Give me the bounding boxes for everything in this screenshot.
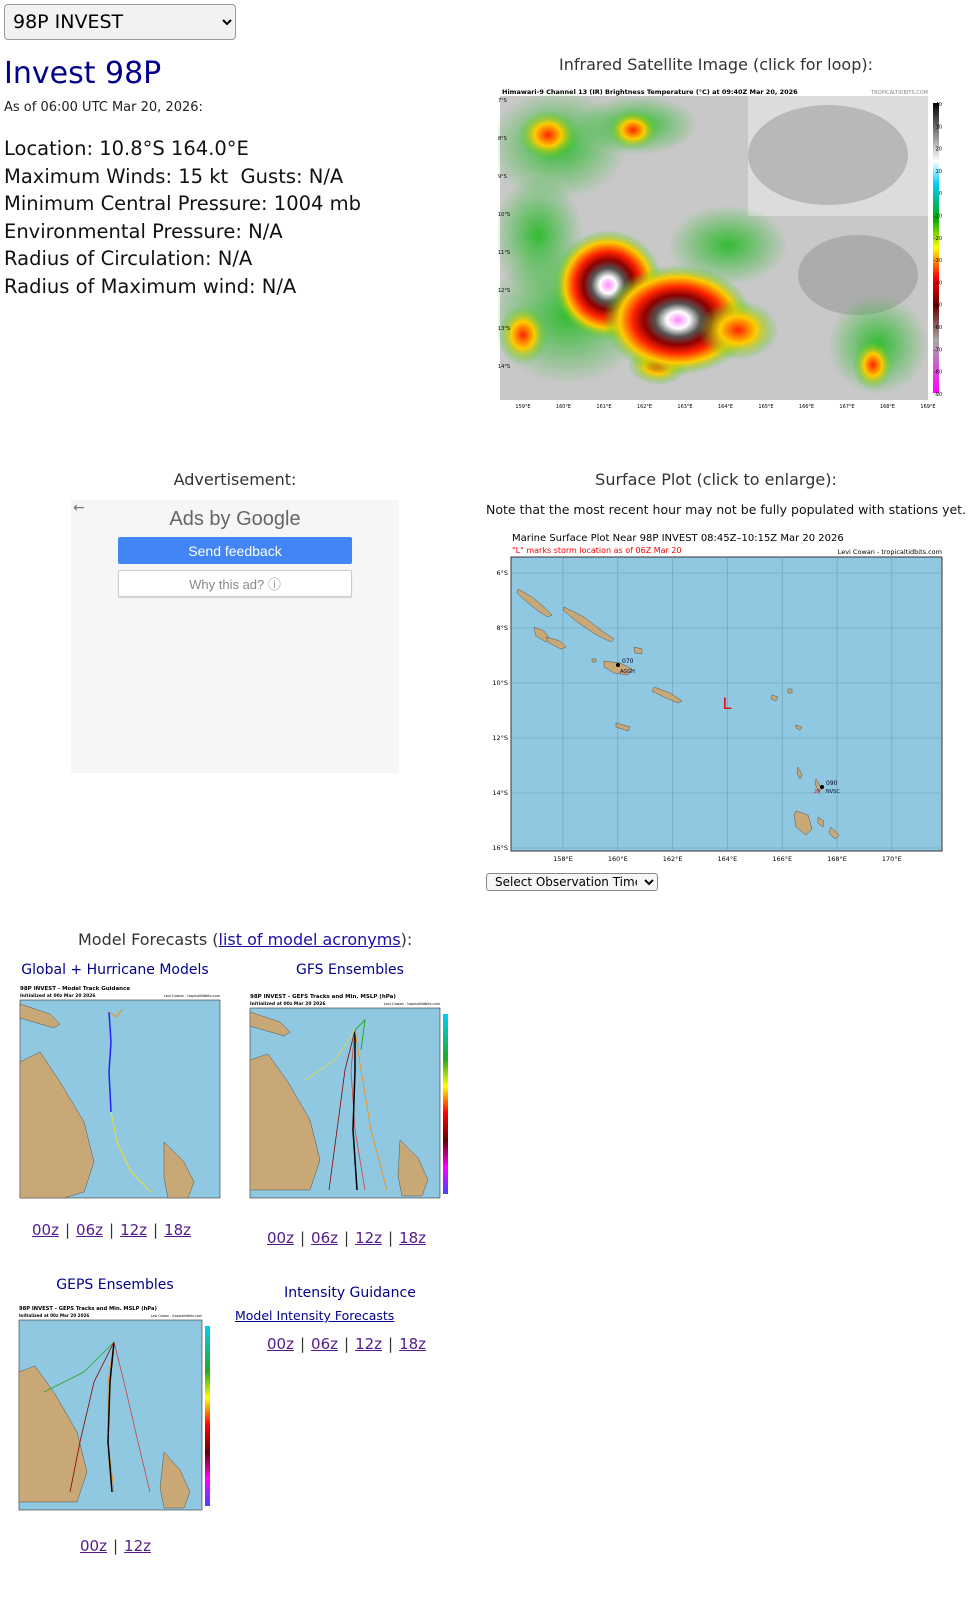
ir-scale-label: -80 [933,369,942,376]
surface-lon-label: 166°E [772,855,793,863]
gfs-run-06z[interactable]: 06z [311,1229,338,1247]
sep: | [299,1229,306,1247]
gfs-ensembles-image[interactable] [240,990,462,1208]
global-run-00z[interactable]: 00z [32,1221,59,1239]
global-img-title: 98P INVEST - Model Track Guidance [20,986,131,992]
surface-note: Note that the most recent hour may not be fully populated with stations yet. [486,502,967,517]
gfs-runs [261,1229,432,1247]
send-feedback-button[interactable]: Send feedback [118,537,352,564]
sep: | [112,1537,119,1555]
intensity-runs [261,1335,432,1353]
surface-credit: Levi Cowan - tropicaltidbits.com [837,548,942,556]
surface-lon-label: 158°E [553,855,573,863]
geps-run-00z[interactable]: 00z [80,1537,107,1555]
gfs-run-12z[interactable]: 12z [355,1229,383,1247]
global-run-12z[interactable]: 12z [120,1221,148,1239]
sep: | [344,1229,350,1247]
ir-scale-label: -40 [933,280,942,287]
ir-lon-label: 163°E [677,404,693,410]
ir-lon-label: 162°E [636,404,653,410]
min-pressure: Minimum Central Pressure: 1004 mb [4,192,361,215]
surface-caption: Surface Plot (click to enlarge): [595,470,837,489]
geps-img-title: 98P INVEST - GEPS Tracks and Min. MSLP (hPa) [19,1306,157,1312]
ir-lon-label: 159°E [515,404,531,410]
gfs-img-credit: Levi Cowan - tropicaltidbits.com [383,1002,440,1006]
model-forecasts-prefix: Model Forecasts ( [78,930,219,949]
ir-scale-label: -70 [933,347,942,354]
ir-lat-label: 9°S [498,174,507,180]
surface-lon-label: 168°E [827,855,847,863]
geps-img-credit: Levi Cowan - tropicaltidbits.com [150,1314,202,1318]
geps-ensembles-title: GEPS Ensembles [56,1277,174,1293]
station-aggh-id: AGGH [620,669,635,675]
surface-lon-label: 160°E [607,855,628,863]
surface-lon-label: 170°E [881,855,902,863]
model-forecasts-heading [78,930,412,949]
intensity-run-06z[interactable]: 06z [311,1335,338,1353]
sep: | [388,1229,394,1247]
storm-marker: L [722,694,732,713]
ir-scale-label: -30 [933,258,942,265]
surface-plot-image[interactable] [486,527,946,867]
intensity-forecasts-link[interactable]: Model Intensity Forecasts [235,1308,395,1323]
global-img-credit: Levi Cowan - tropicaltidbits.com [163,994,220,998]
as-of-time: As of 06:00 UTC Mar 20, 2026: [4,100,203,115]
station-nvsc-temp: 26 [814,789,821,795]
geps-ensembles-image[interactable] [14,1302,216,1518]
geps-runs [74,1537,157,1555]
surface-subtitle: "L" marks storm location as of 06Z Mar 20 [512,546,682,555]
ir-lon-label: 166°E [798,404,815,410]
global-runs [26,1221,197,1239]
global-models-image[interactable] [14,982,226,1204]
surface-lon-label: 162°E [662,855,683,863]
location: Location: 10.8°S 164.0°E [4,137,249,160]
ir-scale-label: -90 [933,391,942,398]
surface-lat-label: 16°S [492,844,508,852]
gfs-img-title: 98P INVEST - GEFS Tracks and Min. MSLP (hPa) [250,994,396,1000]
sep: | [299,1335,306,1353]
station-nvsc-value: 090 [826,780,838,787]
ir-lat-label: 11°S [498,250,511,256]
surface-lat-label: 12°S [492,734,508,742]
ir-scale-label: 20 [935,146,942,153]
surface-lat-label: 14°S [492,789,508,797]
ir-scale-label: 40 [935,102,942,108]
ads-by-google: Ads by Google [169,508,301,530]
ir-lat-label: 8°S [498,136,507,142]
ir-lat-label: 13°S [498,326,511,332]
ir-lon-label: 165°E [758,404,774,410]
geps-img-sub: Initialized at 00z Mar 20 2026 [19,1313,90,1318]
global-run-18z[interactable]: 18z [164,1221,192,1239]
ir-lat-label: 12°S [498,288,511,294]
intensity-run-12z[interactable]: 12z [355,1335,383,1353]
global-run-06z[interactable]: 06z [76,1221,103,1239]
sep: | [64,1221,71,1239]
geps-run-12z[interactable]: 12z [124,1537,151,1555]
sep: | [109,1221,115,1239]
ir-scale-label: 10 [935,168,942,175]
surface-lat-label: 6°S [496,569,508,577]
station-aggh-value: 070 [622,658,634,665]
ir-scale-label: -60 [933,325,942,331]
intensity-run-18z[interactable]: 18z [399,1335,427,1353]
ir-scale-label: -20 [933,235,942,242]
ad-back-arrow-icon[interactable]: ← [73,500,85,516]
ad-box [71,500,399,773]
storm-title: Invest 98P [4,56,162,91]
ir-scale-label: 0 [938,191,942,198]
gfs-run-00z[interactable]: 00z [267,1229,294,1247]
radius-circulation: Radius of Circulation: N/A [4,247,253,270]
ir-header: Himawari-9 Channel 13 (IR) Brightness Temperature (°C) at 09:40Z Mar 20, 2026 [502,88,798,96]
why-this-ad-button[interactable]: Why this ad? ⓘ [118,570,352,597]
global-models-title: Global + Hurricane Models [21,962,209,978]
ir-lat-label: 10°S [498,212,511,218]
intensity-run-00z[interactable]: 00z [267,1335,294,1353]
ir-caption: Infrared Satellite Image (click for loop): [559,55,873,74]
storm-select[interactable] [4,4,236,40]
gfs-img-sub: Initialized at 00z Mar 20 2026 [250,1002,326,1007]
ir-scale-label: 30 [935,124,942,131]
ir-lon-label: 161°E [596,404,612,410]
gfs-run-18z[interactable]: 18z [399,1229,427,1247]
storm-stats [4,135,361,300]
ir-credit: TROPICALTIDBITS.COM [871,90,928,96]
gfs-ensembles-title: GFS Ensembles [296,962,404,978]
ir-lon-label: 160°E [555,404,572,410]
ir-lat-label: 14°S [498,364,511,370]
sep: | [344,1335,350,1353]
ir-lon-label: 169°E [920,404,936,410]
ir-lon-label: 168°E [879,404,896,410]
radius-max-wind: Radius of Maximum wind: N/A [4,274,297,298]
ir-lat-label: 7°S [498,98,507,104]
intensity-guidance-title: Intensity Guidance [284,1285,416,1301]
station-nvsc-id: NVSC [826,789,840,795]
surface-lat-label: 8°S [496,624,508,632]
surface-lat-label: 10°S [492,679,508,687]
ir-lon-label: 167°E [839,404,855,410]
surface-title: Marine Surface Plot Near 98P INVEST 08:45Z–10:15Z Mar 20 2026 [512,533,844,544]
surface-lon-label: 164°E [717,855,738,863]
model-acronyms-link[interactable]: list of model acronyms [218,930,401,949]
ir-lon-label: 164°E [717,404,734,410]
sep: | [153,1221,159,1239]
env-pressure: Environmental Pressure: N/A [4,219,283,243]
sep: | [388,1335,394,1353]
ir-scale-label: -50 [933,302,942,309]
ir-satellite-image[interactable] [498,85,943,412]
model-forecasts-suffix: ): [400,930,413,949]
global-img-sub: Initialized at 00z Mar 20 2026 [20,994,96,999]
ad-caption: Advertisement: [173,470,297,489]
ir-scale-label: -10 [933,213,942,220]
observation-time-select[interactable] [486,873,658,891]
max-winds: Maximum Winds: 15 kt Gusts: N/A [4,164,344,188]
